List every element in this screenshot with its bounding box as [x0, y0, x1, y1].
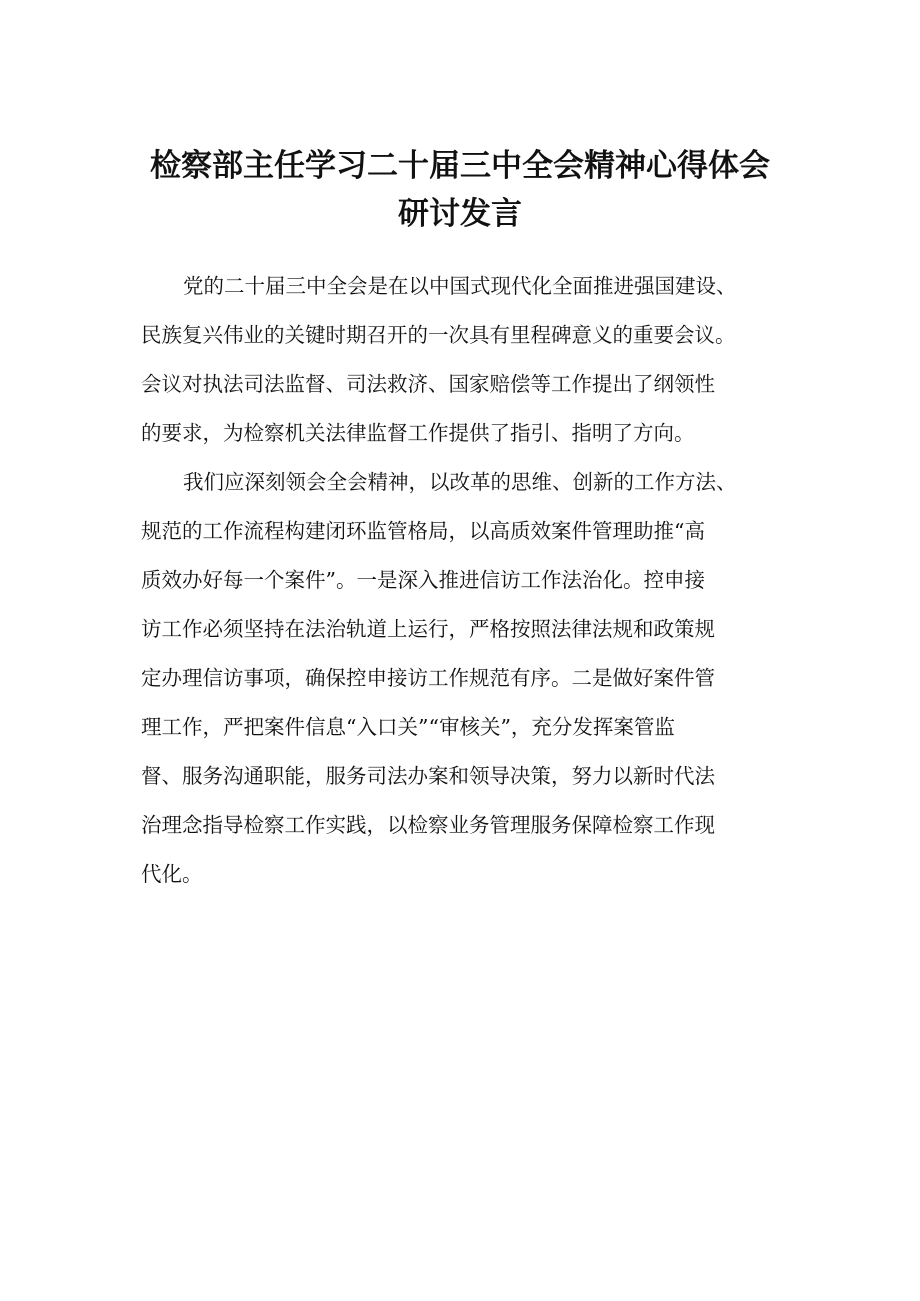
paragraph-2-line-9: 代化。 — [141, 862, 203, 886]
paragraph-1-line-1: 党的二十届三中全会是在以中国式现代化全面推进强国建设、 — [183, 274, 737, 298]
document-title-line-1: 检察部主任学习二十届三中全会精神心得体会 — [150, 148, 770, 184]
document-title-line-2: 研讨发言 — [398, 196, 522, 232]
paragraph-2-line-4: 访工作必须坚持在法治轨道上运行，严格按照法律法规和政策规 — [141, 617, 715, 641]
paragraph-2-line-7: 督、服务沟通职能，服务司法办案和领导决策，努力以新时代法 — [141, 764, 715, 788]
paragraph-2-line-3: 质效办好每一个案件”。一是深入推进信访工作法治化。控申接 — [141, 568, 705, 592]
paragraph-1-line-2: 民族复兴伟业的关键时期召开的一次具有里程碑意义的重要会议。 — [141, 323, 736, 347]
paragraph-2-line-8: 治理念指导检察工作实践，以检察业务管理服务保障检察工作现 — [141, 813, 715, 837]
paragraph-2-line-2: 规范的工作流程构建闭环监管格局，以高质效案件管理助推“高 — [141, 519, 705, 543]
paragraph-2-line-6: 理工作，严把案件信息“入口关”“审核关”，充分发挥案管监 — [141, 715, 675, 739]
paragraph-2-line-5: 定办理信访事项，确保控申接访工作规范有序。二是做好案件管 — [141, 666, 715, 690]
paragraph-1-line-4: 的要求，为检察机关法律监督工作提供了指引、指明了方向。 — [141, 421, 695, 445]
paragraph-2-line-1: 我们应深刻领会全会精神，以改革的思维、创新的工作方法、 — [183, 470, 737, 494]
paragraph-1-line-3: 会议对执法司法监督、司法救济、国家赔偿等工作提出了纲领性 — [141, 372, 715, 396]
